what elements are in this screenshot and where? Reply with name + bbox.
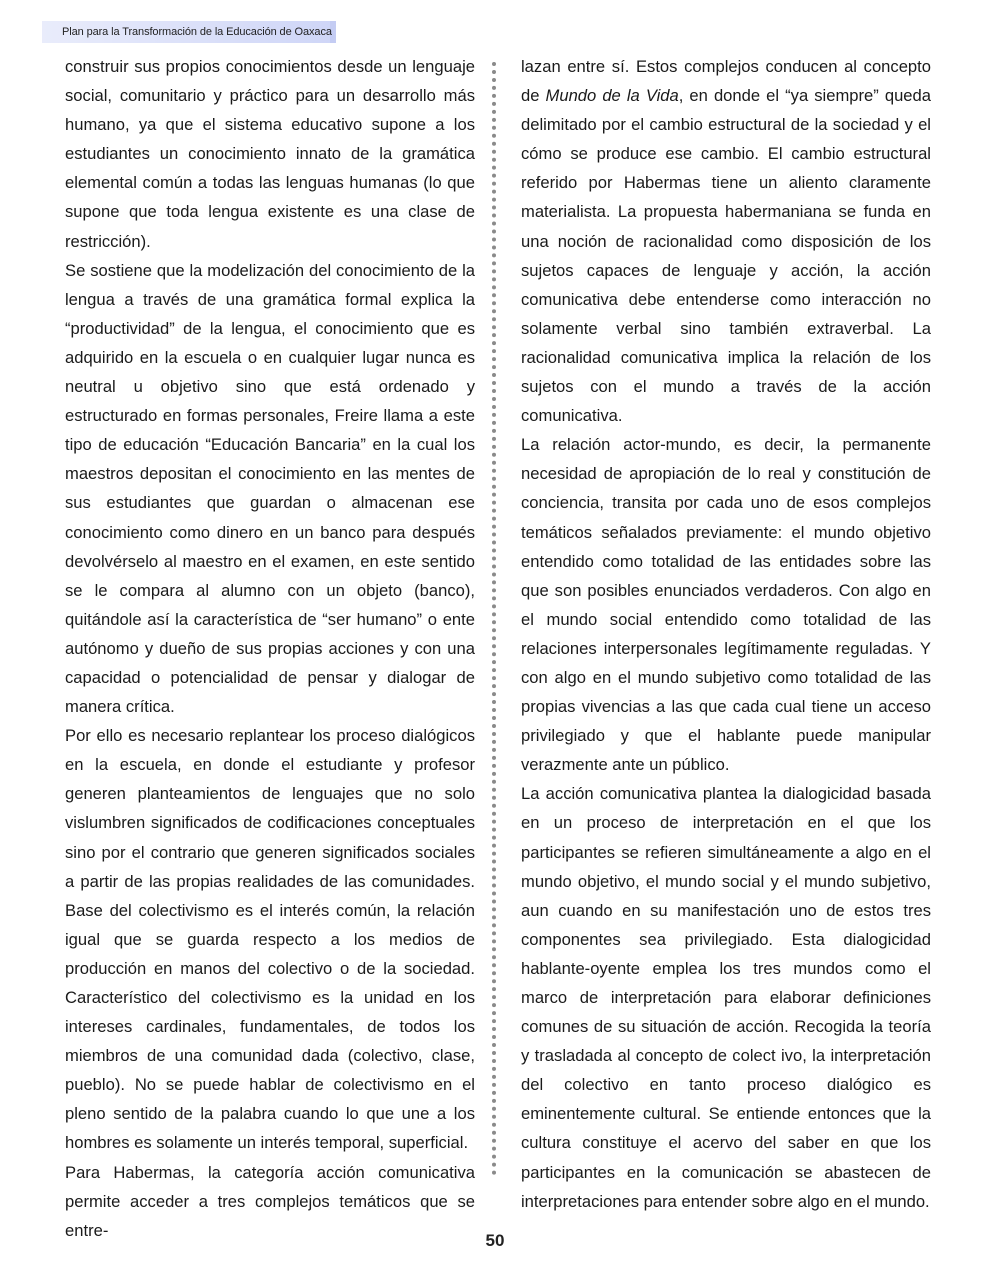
text-run: , en donde el “ya siempre” queda delimitado por el cambio estructural de la sociedad y el cómo se produce ese cambio. El cambio estructural referido por Habermas tiene un aliento claramente materialista. La propuesta habermaniana se funda en una noción de racionalidad como disposición de los sujetos capaces de lenguaje y acción, la acción comunicativa debe entenderse como interacción no solamente verbal sino también extraverbal. La racionalidad comunicativa implica la relación de los sujetos con el mundo a través de la acción comunicativa.: [521, 86, 931, 426]
paragraph: [521, 52, 931, 430]
paragraph: Se sostiene que la modelización del conocimiento de la lengua a través de una gramática formal explica la “productividad” de la lengua, el conocimiento que es adquirido en la escuela o en cualquier lugar nunca es neutral u objetivo sino que está ordenado y estructurado en formas personales, Freire llama a este tipo de educación “Educación Bancaria” en la cual los maestros depositan el conocimiento en las mentes de sus estudiantes que guardan o almacenan ese conocimiento como dinero en un banco para después devolvérselo al maestro en el examen, en este sentido se le compara al alumno con un objeto (banco), quitándole así la característica de “ser humano” o ente autónomo y dueño de sus propias acciones y con una capacidad o potencialidad de pensar y dialogar de manera crítica.: [65, 260, 475, 717]
paragraph: Para Habermas, la categoría acción comunicativa permite acceder a tres complejos temáticos que se entre-: [65, 1162, 475, 1240]
page-number: 50: [485, 1231, 505, 1250]
column-divider: [492, 62, 496, 1176]
left-column: [65, 52, 475, 1245]
paragraph: construir sus propios conocimientos desde un lenguaje social, comunitario y práctico para un desarrollo más humano, ya que el sistema educativo supone a los estudiantes un conocimiento innato de la gramática elemental común a todas las lenguas humanas (lo que supone que toda lengua existente es una clase de restricción).: [65, 57, 475, 251]
paragraph: La relación actor-mundo, es decir, la permanente necesidad de apropiación de lo real y constitución de conciencia, transita por cada uno de esos complejos temáticos señalados previamente: el mundo objetivo entendido como totalidad de las entidades sobre las que son posibles enunciados verdaderos. Con algo en el mundo social entendido como totalidad de las relaciones interpersonales legítimamente reguladas. Y con algo en el mundo subjetivo como totalidad de las propias vivencias a las que cada cual tiene un acceso privilegiado y que el hablante puede manipular verazmente ante un público.: [521, 435, 931, 775]
running-header: Plan para la Transformación de la Educación de Oaxaca: [62, 26, 332, 38]
right-column: [521, 52, 931, 1216]
paragraph: La acción comunicativa plantea la dialogicidad basada en un proceso de interpretación en el que los participantes se refieren simultáneamente a algo en el mundo objetivo, el mundo social y el mundo subjetivo, aun cuando en su manifestación uno de estos tres componentes sea privilegiado. Esta dialogicidad hablante-oyente emplea los tres mundos como el marco de interpretación para elaborar definiciones comunes de su situación de acción. Recogida la teoría y trasladada al concepto de colect ivo, la interpretación del colectivo en tanto proceso dialógico es eminentemente cultural. Se entiende entonces que la cultura constituye el acervo del saber en que los participantes en la comunicación se abastecen de interpretaciones para entender sobre algo en el mundo.: [521, 784, 931, 1211]
text-run: lazan entre sí. Estos complejos conducen al concepto de: [521, 57, 931, 106]
paragraph: Por ello es necesario replantear los proceso dialógicos en la escuela, en donde el estudiante y profesor generen planteamientos de lenguajes que no solo vislumbren significados de codificaciones conceptuales sino por el contrario que generen significados sociales a partir de las propias realidades de las comunidades. Base del colectivismo es el interés común, la relación igual que se guarda respecto a los medios de producción en manos del colectivo o de la sociedad. Característico del colectivismo es la unidad en los intereses cardinales, fundamentales, de todos los miembros de una comunidad dada (colectivo, clase, pueblo). No se puede hablar de colectivismo en el pleno sentido de la palabra cuando lo que une a los hombres es solamente un interés temporal, superficial.: [65, 726, 475, 1153]
italic-term: Mundo de la Vida: [545, 86, 679, 106]
